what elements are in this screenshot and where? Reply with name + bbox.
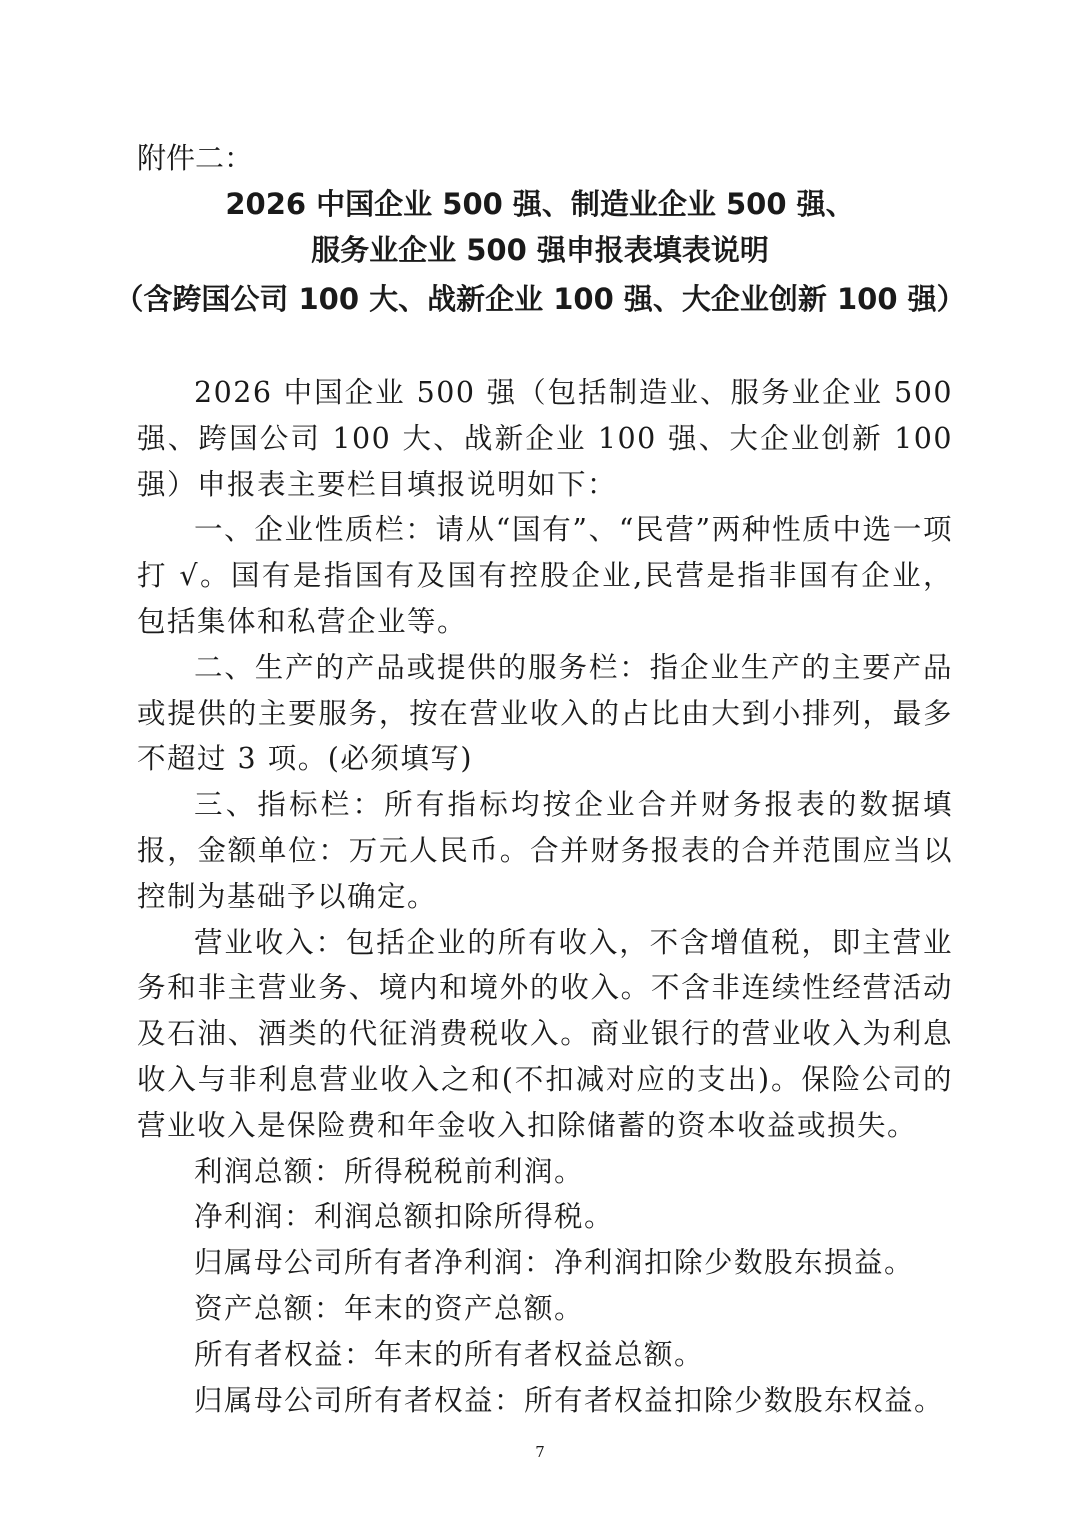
indicators-paragraph: 三、指标栏：所有指标均按企业合并财务报表的数据填报，金额单位：万元人民币。合并财务报表的合并范围应当以控制为基础予以确定。 xyxy=(137,788,953,913)
document-title-line-2: 服务业企业 500 强申报表填表说明 xyxy=(311,233,769,267)
products-services-paragraph: 二、生产的产品或提供的服务栏：指企业生产的主要产品或提供的主要服务，按在营业收入的占比由大到小排列，最多不超过 3 项。(必须填写) xyxy=(137,650,953,776)
parent-net-profit-paragraph: 归属母公司所有者净利润：净利润扣除少数股东损益。 xyxy=(194,1246,915,1280)
document-title-line-3: （含跨国公司 100 大、战新企业 100 强、大企业创新 100 强） xyxy=(114,282,966,316)
attachment-label: 附件二： xyxy=(137,141,254,175)
owners-equity-paragraph: 所有者权益：年末的所有者权益总额。 xyxy=(194,1337,705,1371)
parent-owners-equity-paragraph: 归属母公司所有者权益：所有者权益扣除少数股东权益。 xyxy=(194,1383,945,1417)
net-profit-paragraph: 净利润：利润总额扣除所得税。 xyxy=(194,1200,615,1234)
total-profit-paragraph: 利润总额：所得税税前利润。 xyxy=(194,1154,585,1188)
operating-revenue-paragraph: 营业收入：包括企业的所有收入，不含增值税，即主营业务和非主营业务、境内和境外的收入。不含非连续性经营活动及石油、酒类的代征消费税收入。商业银行的营业收入为利息收入与非利息营业收入之和(不扣减对应的支出)。保险公司的营业收入是保险费和年金收入扣除储蓄的资本收益或损失。 xyxy=(137,925,953,1142)
document-body xyxy=(137,370,953,1423)
document-title-line-1: 2026 中国企业 500 强、制造业企业 500 强、 xyxy=(225,187,855,221)
total-assets-paragraph: 资产总额：年末的资产总额。 xyxy=(194,1291,585,1325)
intro-paragraph: 2026 中国企业 500 强（包括制造业、服务业企业 500 强、跨国公司 100 大、战新企业 100 强、大企业创新 100 强）申报表主要栏目填报说明如下： xyxy=(137,376,953,501)
enterprise-nature-paragraph: 一、企业性质栏：请从“国有”、“民营”两种性质中选一项打 √。国有是指国有及国有控股企业,民营是指非国有企业，包括集体和私营企业等。 xyxy=(137,513,953,638)
page-number: 7 xyxy=(535,1443,545,1461)
